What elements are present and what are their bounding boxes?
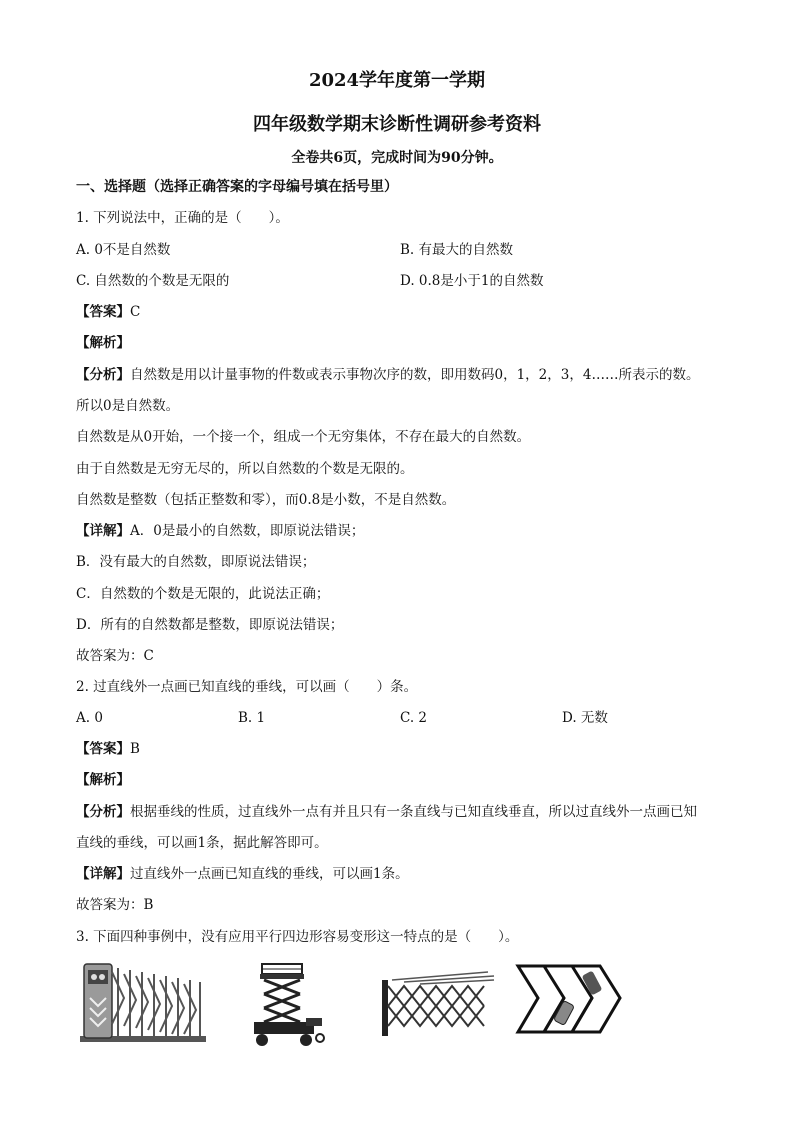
q1-option-c: C. 自然数的个数是无限的 — [76, 273, 230, 289]
subtitle-info: 全卷共6页，完成时间为90分钟。 — [291, 150, 503, 166]
q1-option-b: B. 有最大的自然数 — [400, 242, 514, 258]
q2-option-a: A. 0 — [76, 710, 103, 726]
q2-fenxi — [76, 803, 697, 821]
q2-stem: 2. 过直线外一点画已知直线的垂线，可以画（ ）条。 — [76, 679, 418, 695]
q2-option-c: C. 2 — [400, 710, 428, 726]
folding-rack-image — [378, 962, 498, 1042]
q2-analysis-tag: 【解析】 — [76, 772, 130, 788]
xiangjie-text: A．0是最小的自然数，即原说法错误； — [130, 523, 365, 539]
parking-spaces-image — [514, 962, 626, 1038]
fenxi-text: 自然数是用以计量事物的件数或表示事物次序的数，即用数码0，1，2，3，4……所表示的数。 — [130, 367, 700, 383]
q2-fenxi-cont: 直线的垂线，可以画1条，据此解答即可。 — [76, 835, 328, 851]
q2-xiangjie — [76, 865, 409, 883]
answer-value: B — [130, 741, 140, 757]
q1-stem: 1. 下列说法中，正确的是（ ）。 — [76, 210, 289, 226]
q1-line-3: 由于自然数是无穷无尽的，所以自然数的个数是无限的。 — [76, 461, 414, 477]
scissor-lift-image — [240, 960, 332, 1050]
q1-line-4: 自然数是整数（包括正整数和零），而0.8是小数，不是自然数。 — [76, 492, 456, 508]
retractable-gate-image — [78, 958, 208, 1046]
q1-conclusion: 故答案为：C — [76, 648, 154, 664]
q1-option-d: D. 0.8是小于1的自然数 — [400, 273, 544, 289]
q2-option-d: D. 无数 — [562, 710, 608, 726]
answer-value: C — [130, 304, 141, 320]
q3-stem: 3. 下面四种事例中，没有应用平行四边形容易变形这一特点的是（ ）。 — [76, 929, 519, 945]
q1-detail-d: D．所有的自然数都是整数，即原说法错误； — [76, 617, 344, 633]
fenxi-text: 根据垂线的性质，过直线外一点有并且只有一条直线与已知直线垂直，所以过直线外一点画已知 — [130, 804, 697, 820]
q2-answer — [76, 740, 140, 758]
answer-tag: 【答案】 — [76, 741, 130, 757]
q1-detail-c: C．自然数的个数是无限的，此说法正确； — [76, 586, 330, 602]
q1-line-2: 自然数是从0开始，一个接一个，组成一个无穷集体，不存在最大的自然数。 — [76, 429, 531, 445]
q1-xiangjie — [76, 522, 364, 540]
q1-analysis-tag: 【解析】 — [76, 335, 130, 351]
q2-option-b: B. 1 — [238, 710, 266, 726]
title-exam: 四年级数学期末诊断性调研参考资料 — [253, 114, 541, 135]
title-year: 2024学年度第一学期 — [308, 70, 486, 91]
q2-conclusion: 故答案为：B — [76, 897, 154, 913]
xiangjie-tag: 【详解】 — [76, 523, 130, 539]
q1-detail-b: B．没有最大的自然数，即原说法错误； — [76, 554, 316, 570]
section-heading: 一、选择题（选择正确答案的字母编号填在括号里） — [76, 179, 398, 195]
fenxi-tag: 【分析】 — [76, 367, 130, 383]
fenxi-tag: 【分析】 — [76, 804, 130, 820]
xiangjie-text: 过直线外一点画已知直线的垂线，可以画1条。 — [130, 866, 409, 882]
q1-fenxi — [76, 366, 699, 384]
answer-tag: 【答案】 — [76, 304, 130, 320]
xiangjie-tag: 【详解】 — [76, 866, 130, 882]
q1-option-a: A. 0不是自然数 — [76, 242, 171, 258]
q1-line-1: 所以0是自然数。 — [76, 398, 180, 414]
q1-answer — [76, 303, 140, 321]
